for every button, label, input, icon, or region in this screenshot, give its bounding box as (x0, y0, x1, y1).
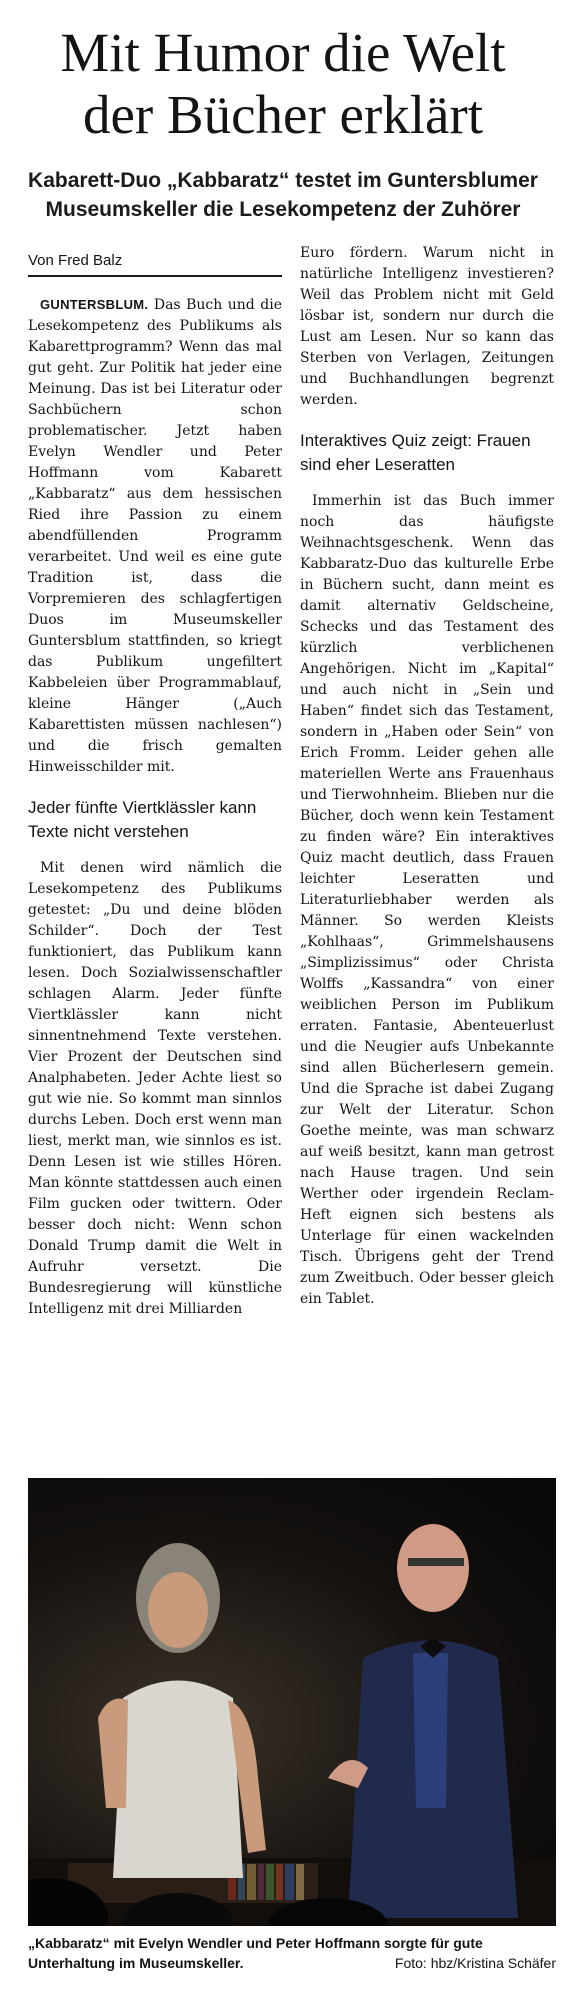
article-column-right (300, 243, 554, 1310)
crosshead: Jeder fünfte Viertklässler kann Texte nicht verstehen (28, 798, 257, 841)
dateline: GUNTERSBLUM. (40, 297, 149, 312)
paragraph-text: Das Buch und die Lesekompetenz des Publikums als Kabarettprogramm? Wenn das mal gut geht. Zur Politik hat jeder eine Meinung. Das ist bei Literatur oder Sachbüchern schon problematischer. Jetzt haben Evelyn Wendler und Peter Hoffmann vom Kabarett „Kabbaratz“ aus dem hessischen Ried ihre Passion zu einem abendfüllenden Programm verarbeitet. Und weil es eine gute Tradition ist, dass die Vorpremieren des schlagfertigen Duos im Museumskeller Guntersblum stattfinden, so kriegt das Publikum ungefiltert Kabbeleien über Programmablauf, kleine Hänger („Auch Kabarettisten müssen nachlesen“) und die frisch gemalten Hinweisschilder mit. (28, 297, 282, 775)
article-paragraph (28, 294, 282, 778)
photo-credit: Foto: hbz/Kristina Schäfer (394, 1955, 556, 1971)
photo-caption (28, 1933, 556, 1973)
article-paragraph: Mit denen wird nämlich die Lesekompetenz des Publikums getestet: „Du und deine blöden Schilder“. Doch der Test funktioniert, das Publikum kann lesen. Doch Sozialwissenschaftler schlagen Alarm. Jeder fünfte Viertklässler kann nicht sinnentnehmend Texte verstehen. Vier Prozent der Deutschen sind Analphabeten. Jeder Achte liest so gut wie nie. So kommt man sinnlos durchs Leben. Doch erst wenn man liest, merkt man, wie sinnlos es ist. Denn Lesen ist wie stilles Hören. Man könnte stattdessen auch einen Film gucken oder twittern. Oder besser doch nicht: Wenn schon Donald Trump damit die Welt in Aufruhr versetzt. Die Bundesregierung will künstliche Intelligenz mit drei Milliarden (28, 860, 282, 1317)
caption-text: „Kabbaratz“ mit Evelyn Wendler und Peter Hoffmann sorgte für gute Unterhaltung im Museumskeller. (28, 1935, 483, 1971)
headline (0, 22, 566, 146)
headline-line-2: der Bücher erklärt (82, 84, 484, 145)
article-column-left (28, 294, 282, 1320)
stage-photo (28, 1478, 556, 1926)
article-paragraph: Immerhin ist das Buch immer noch das häufigste Weihnachtsgeschenk. Wenn das Kabbaratz-Duo das kulturelle Erbe in Büchern sucht, dann meint es damit alternativ Geldscheine, Schecks und das Testament des kürzlich verblichenen Angehörigen. Nicht im „Kapital“ und auch nicht in „Sein und Haben“ findet sich das Testament, sondern in „Haben oder Sein“ von Erich Fromm. Leider gehen alle materiellen Werte ans Frauenhaus und Tierwohnheim. Blieben nur die Bücher, doch wenn kein Testament zu finden wäre? Ein interaktives Quiz macht deutlich, dass Frauen leichter Leseratten und Literaturliebhaber werden als Männer. So werden Kleists „Kohlhaas“, Grimmelshausens „Simplizissimus“ oder Christa Wolffs „Kassandra“ von einer weiblichen Person im Publikum erraten. Fantasie, Abenteuerlust und die Neugier aufs Unbekannte sind allen Bücherlesern gemein. Und die Sprache ist dabei Zugang zur Welt der Literatur. Schon Goethe meinte, was man schwarz auf weiß besitzt, kann man getrost nach Hause tragen. Und sein Werther oder irgendein Reclam-Heft eignen sich bestens als Unterlage für einen wackelnden Tisch. Übrigens geht der Trend zum Zweitbuch. Oder besser gleich ein Tablet. (300, 493, 554, 1307)
subheadline-line-2: Museumskeller die Lesekompetenz der Zuhörer (45, 198, 521, 221)
subheadline (0, 166, 566, 224)
subheadline-line-1: Kabarett-Duo „Kabbaratz“ testet im Guntersblumer (28, 169, 538, 192)
crosshead: Interaktives Quiz zeigt: Frauen sind eher Leseratten (300, 431, 531, 474)
byline: Von Fred Balz (28, 252, 282, 277)
headline-line-1: Mit Humor die Welt (60, 22, 506, 83)
article-paragraph: Euro fördern. Warum nicht in natürliche Intelligenz investieren? Weil das Problem nicht mit Geld lösbar ist, sondern nur durch die Lust am Lesen. Nur so kann das Sterben von Verlagen, Zeitungen und Buchhandlungen begrenzt werden. (300, 245, 554, 408)
